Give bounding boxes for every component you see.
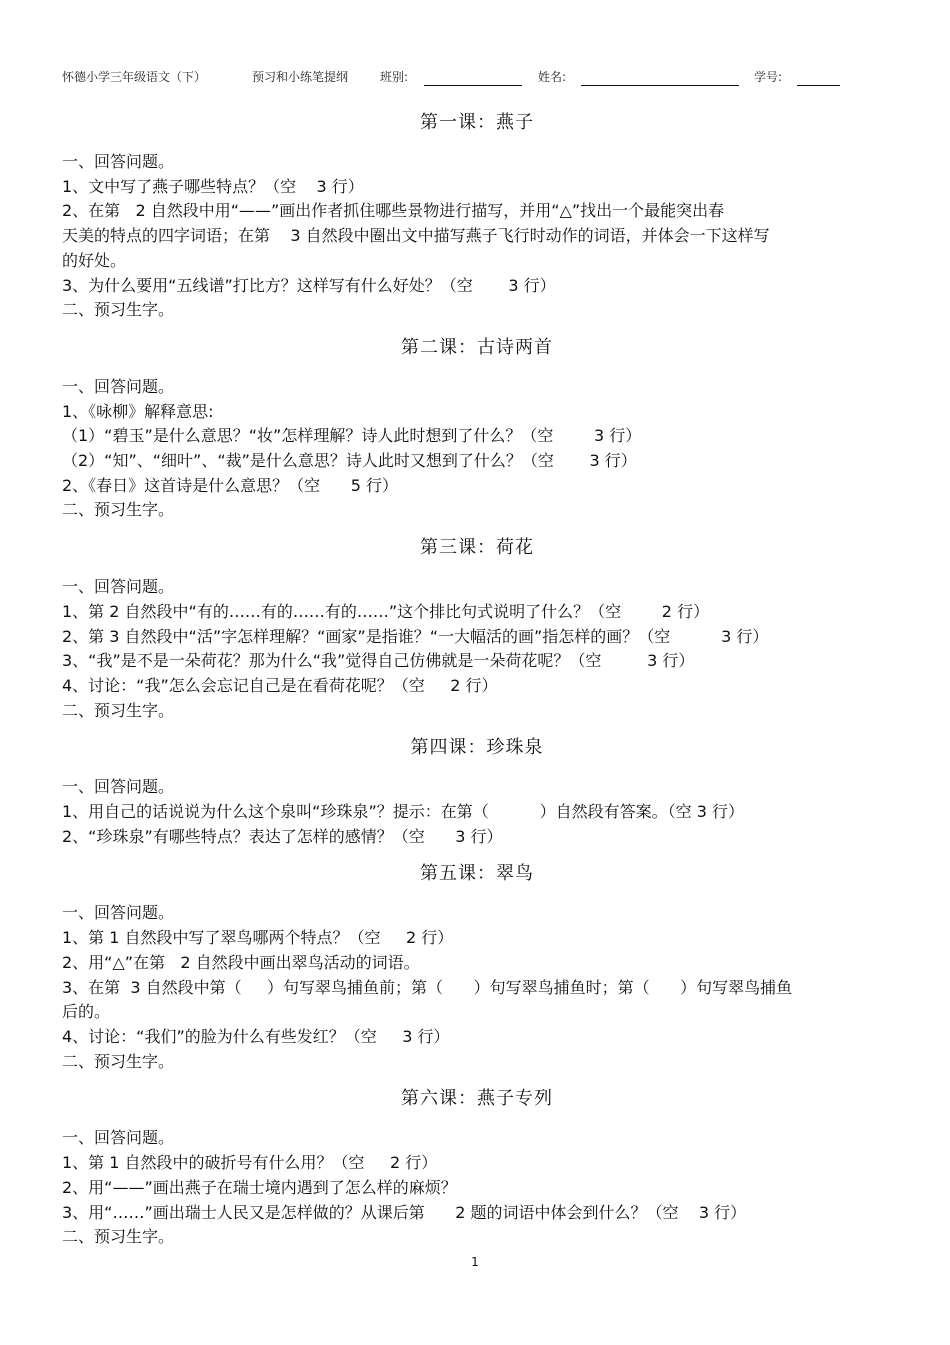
lesson-line: 一、回答问题。 [62,152,175,171]
lesson-line: 3、用“……”画出瑞士人民又是怎样做的？从课后第 2 题的词语中体会到什么？（空 3 行） [62,1202,747,1222]
lesson-line: 1、文中写了燕子哪些特点？（空 3 行） [62,176,364,196]
lesson-line: 1、第 1 自然段中写了翠鸟哪两个特点？（空 2 行） [62,928,454,948]
id-label: 学号: [754,70,783,84]
lesson-line: 1、用自己的话说说为什么这个泉叫“珍珠泉”？提示：在第（ ）自然段有答案。（空 3 行） [62,802,744,822]
lesson-line: 4、讨论：“我们”的脸为什么有些发红？（空 3 行） [62,1026,450,1046]
class-label: 班别: [380,70,409,84]
lesson-line: 一、回答问题。 [62,376,175,396]
lesson-line: 1、第 1 自然段中的破折号有什么用？（空 2 行） [62,1153,438,1173]
lesson-section [62,535,892,723]
lesson-line: 2、“珍珠泉”有哪些特点？表达了怎样的感情？（空 3 行） [62,826,503,846]
lesson-line: 2、用“——”画出燕子在瑞士境内遇到了怎么样的麻烦？ [62,1177,457,1197]
lesson-line: 3、“我”是不是一朵荷花？那为什么“我”觉得自己仿佛就是一朵荷花呢？（空 3 行） [62,651,695,671]
lesson-line: 2、《春日》这首诗是什么意思？（空 5 行） [62,475,398,495]
lesson-line: 2、第 3 自然段中“活”字怎样理解？“画家”是指谁？“一大幅活的画”指怎样的画？（空 3 行） [62,626,769,646]
lesson-title: 第二课：古诗两首 [401,336,553,358]
name-field[interactable] [581,85,739,86]
id-field[interactable] [797,85,840,86]
lesson-line: 2、用“△”在第 2 自然段中画出翠鸟活动的词语。 [62,952,420,972]
page-number: 1 [471,1255,479,1269]
lesson-line: 后的。 [62,1002,111,1022]
lesson-title: 第五课：翠鸟 [420,863,534,885]
lesson-section [62,735,892,849]
lesson-line: 1、第 2 自然段中“有的……有的……有的……”这个排比句式说明了什么？（空 2 行） [62,601,710,621]
lesson-line: 一、回答问题。 [62,903,175,923]
lesson-section [62,1086,892,1250]
doc-label: 预习和小练笔提纲 [252,70,349,84]
lesson-line: 1、《咏柳》解释意思: [62,401,214,421]
lesson-line: 一、回答问题。 [62,577,175,597]
lesson-line: 二、预习生字。 [62,1227,175,1247]
name-label: 姓名: [538,70,567,84]
lesson-title: 第三课：荷花 [420,537,534,559]
lesson-line: 2、在第 2 自然段中用“——”画出作者抓住哪些景物进行描写，并用“△”找出一个最能突出春 [62,201,725,221]
lesson-title: 第一课：燕子 [420,112,534,133]
lesson-line: （1）“碧玉”是什么意思？“妆”怎样理解？诗人此时想到了什么？（空 3 行） [62,426,642,446]
lesson-list [62,110,892,1262]
lesson-line: 4、讨论：“我”怎么会忘记自己是在看荷花呢？（空 2 行） [62,675,498,695]
lesson-line: 二、预习生字。 [62,500,175,520]
lesson-line: 二、预习生字。 [62,300,175,320]
lesson-line: 一、回答问题。 [62,777,175,797]
lesson-line: 一、回答问题。 [62,1128,175,1148]
lesson-line: 二、预习生字。 [62,1051,175,1071]
school-label: 怀德小学三年级语文（下） [62,70,207,84]
lesson-section [62,335,892,523]
lesson-line: 二、预习生字。 [62,700,175,720]
lesson-line: 3、在第 3 自然段中第（ ）句写翠鸟捕鱼前；第（ ）句写翠鸟捕鱼时；第（ ）句写翠鸟捕鱼 [62,977,793,997]
class-field[interactable] [424,85,522,86]
lesson-line: 天美的特点的四字词语；在第 3 自然段中圈出文中描写燕子飞行时动作的词语，并体会一下这样写 [62,226,770,246]
lesson-title: 第六课：燕子专列 [401,1088,553,1110]
lesson-section [62,861,892,1074]
lesson-title: 第四课：珍珠泉 [410,737,544,759]
lesson-section [62,110,892,323]
lesson-line: （2）“知”、“细叶”、“裁”是什么意思？诗人此时又想到了什么？（空 3 行） [62,451,637,471]
lesson-line: 3、为什么要用“五线谱”打比方？这样写有什么好处？（空 3 行） [62,275,556,295]
lesson-line: 的好处。 [62,250,127,270]
page-header [62,68,862,90]
